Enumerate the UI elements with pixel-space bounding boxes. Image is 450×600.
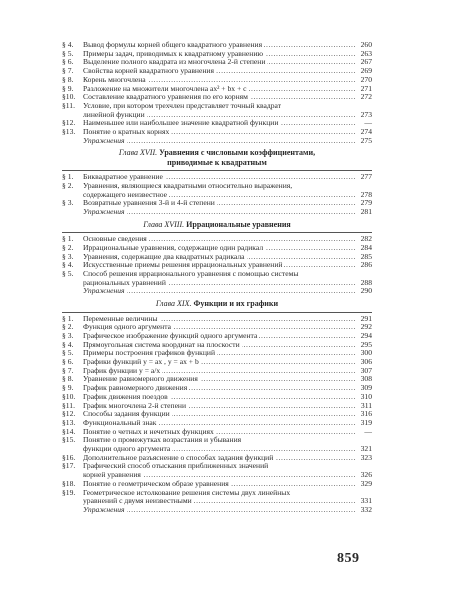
toc-entry-title-wrap	[83, 315, 356, 324]
toc-entry	[62, 67, 372, 76]
toc-entry-title-wrap	[83, 173, 356, 182]
toc-entry-number: §13.	[62, 127, 76, 137]
toc-entry-title-wrap	[83, 58, 356, 67]
toc-entry-page: 281	[356, 208, 372, 217]
toc-entry	[62, 208, 372, 217]
toc-entry	[62, 261, 372, 270]
toc-entry-page: 288	[356, 279, 372, 288]
toc-entry-page: 273	[356, 111, 372, 120]
toc-entry-title: Способ решения иррационального уравнения с помощью системы	[83, 269, 299, 278]
chapter-18-title: Иррациональные уравнения	[186, 219, 291, 229]
toc-entry	[62, 173, 372, 182]
toc-entry-title: Графики функций y = ax , y = ax + b	[83, 358, 199, 367]
exercises-label: Упражнения	[83, 287, 125, 296]
toc-entry-number: §14.	[62, 426, 76, 436]
toc-entry-title-wrap	[83, 428, 356, 437]
toc-entry-number: § 1.	[62, 172, 74, 182]
toc-entry	[62, 287, 372, 296]
toc-entry-number: § 3.	[62, 251, 74, 261]
toc-entry-title-wrap	[83, 358, 356, 367]
toc-entry-title: Геометрическое истолкование решения системы двух линейных	[83, 488, 291, 497]
toc-entry-page: 272	[356, 93, 372, 102]
toc-entry-title: Свойства корней квадратного уравнения	[83, 67, 214, 76]
chapter-19-label: Глава XIX.	[155, 299, 192, 309]
toc-entry-number: § 9.	[62, 383, 74, 393]
toc-section-c	[62, 235, 372, 296]
toc-entry	[62, 85, 372, 94]
toc-entry-page: 292	[356, 323, 372, 332]
toc-section-d	[62, 315, 372, 515]
toc-entry-page: 307	[356, 367, 372, 376]
toc-entry-number: § 8.	[62, 74, 74, 84]
toc-entry-title: Наименьшее или наибольшее значение квадратной функции	[83, 119, 279, 128]
toc-entry-page: —	[356, 119, 372, 128]
toc-entry-title-wrap	[83, 454, 356, 463]
toc-entry-title: График функции y = a/x	[83, 366, 161, 375]
toc-entry-number: § 7.	[62, 365, 74, 375]
toc-entry-page: 284	[356, 244, 372, 253]
toc-entry-title: Прямоугольная система координат на плоскости	[83, 340, 240, 349]
toc-entry-title: Искусственные приемы решения иррациональных уравнений	[83, 261, 283, 270]
toc-entry-title-line2: корней уравнения	[83, 470, 141, 480]
toc-entry-page: 279	[356, 199, 372, 208]
toc-entry-page: 311	[356, 402, 372, 411]
toc-entry-page: 308	[356, 375, 372, 384]
toc-entry-title-wrap	[83, 253, 356, 262]
toc-entry-number: § 6.	[62, 57, 74, 67]
toc-entry-title: Уравнения, являющиеся квадратными относительно выражения,	[83, 181, 293, 190]
toc-entry	[62, 489, 372, 506]
chapter-divider	[62, 232, 372, 233]
toc-entry-title-wrap	[83, 41, 356, 50]
toc-entry-title: Вывод формулы корней общего квадратного уравнения	[83, 41, 263, 49]
toc-entry-page: 277	[356, 173, 372, 182]
toc-entry	[62, 341, 372, 350]
toc-entry-page: 332	[356, 506, 372, 515]
toc-entry-page: 309	[356, 384, 372, 393]
toc-entry	[62, 428, 372, 437]
toc-entry-title: Возвратные уравнения 3-й и 4-й степени	[83, 199, 215, 208]
toc-entry-number: § 3.	[62, 198, 74, 208]
toc-entry-title-wrap	[83, 349, 356, 358]
toc-entry-page: 275	[356, 137, 372, 146]
toc-entry-title-wrap	[83, 67, 356, 76]
toc-entry-page: 286	[356, 261, 372, 270]
exercises-label: Упражнения	[83, 208, 125, 217]
toc-entry	[62, 480, 372, 489]
toc-entry-number: § 5.	[62, 348, 74, 358]
chapter-divider	[62, 170, 372, 171]
toc-entry-page: 290	[356, 287, 372, 296]
toc-entry-title-wrap	[83, 375, 356, 384]
toc-entry	[62, 137, 372, 146]
toc-entry-number: § 8.	[62, 374, 74, 384]
toc-entry-title: График многочлена 2-й степени	[83, 401, 187, 410]
toc-entry-title-wrap	[83, 85, 356, 94]
toc-entry	[62, 235, 372, 244]
toc-entry-title-wrap	[83, 244, 356, 253]
chapter-19-heading	[62, 299, 372, 308]
toc-entry-title: Переменные величины	[83, 314, 158, 323]
toc-entry	[62, 349, 372, 358]
toc-entry-title-wrap	[83, 93, 356, 102]
chapter-17-title-line2: приводимые к квадратным	[167, 157, 267, 167]
toc-entry-number: § 5.	[62, 48, 74, 58]
toc-entry-title-wrap	[83, 128, 356, 137]
toc-entry-number: §11.	[62, 100, 76, 110]
toc-entry-title-wrap	[83, 506, 356, 515]
toc-entry-title: Понятие о промежутках возрастания и убывания	[83, 436, 242, 445]
toc-section-b	[62, 173, 372, 217]
toc-entry-number: §18.	[62, 478, 76, 488]
toc-entry-title: Биквадратное уравнение	[83, 173, 163, 182]
chapter-19-title: Функции и их графики	[193, 299, 279, 309]
toc-entry-title-wrap	[83, 384, 356, 393]
toc-entry	[62, 315, 372, 324]
toc-entry-title: Составление квадратного уравнения по его корням	[83, 93, 248, 102]
toc-entry-page: 291	[356, 315, 372, 324]
toc-entry	[62, 332, 372, 341]
toc-entry-title: Уравнение равномерного движения	[83, 375, 198, 384]
toc-entry-page: 321	[356, 445, 372, 454]
toc-entry-number: § 2.	[62, 180, 74, 190]
toc-entry-page: 326	[356, 471, 372, 480]
toc-entry-title-wrap	[83, 402, 356, 411]
toc-entry-title: Функциональный знак	[83, 418, 157, 427]
toc-entry-title-line2: функции одного аргумента	[83, 444, 171, 454]
toc-entry	[62, 419, 372, 428]
chapter-17-heading	[62, 148, 372, 167]
toc-entry	[62, 119, 372, 128]
toc-entry	[62, 393, 372, 402]
toc-entry-page: 263	[356, 50, 372, 59]
toc-entry	[62, 244, 372, 253]
toc-entry	[62, 76, 372, 85]
toc-entry	[62, 93, 372, 102]
toc-entry-title-wrap	[83, 287, 356, 296]
toc-entry-title: Основные сведения	[83, 235, 147, 244]
toc-entry-page: 274	[356, 128, 372, 137]
toc-entry-title: Корень многочлена	[83, 75, 146, 84]
toc-entry	[62, 436, 372, 453]
toc-entry-title: Примеры задач, приводимых к квадратному уравнению	[83, 49, 264, 58]
toc-entry	[62, 367, 372, 376]
toc-entry-page: 282	[356, 235, 372, 244]
chapter-17-label: Глава XVII.	[118, 148, 158, 158]
toc-entry-number: § 9.	[62, 83, 74, 93]
toc-entry-page: 260	[356, 41, 372, 50]
toc-entry	[62, 454, 372, 463]
toc-entry-title: Примеры построения графиков функций	[83, 349, 216, 358]
toc-entry-number: §10.	[62, 391, 76, 401]
toc-entry-number: §17.	[62, 461, 76, 471]
toc-entry-page: 319	[356, 419, 372, 428]
toc-entry-title: Понятие о четных и нечетных функциях	[83, 427, 214, 436]
toc-entry-title-wrap	[83, 489, 356, 506]
toc-entry-page: 269	[356, 67, 372, 76]
toc-entry-number: § 7.	[62, 66, 74, 76]
toc-entry-title: График равномерного движения	[83, 384, 188, 393]
toc-entry-number: §12.	[62, 118, 76, 128]
toc-entry	[62, 410, 372, 419]
toc-entry-number: §13.	[62, 417, 76, 427]
toc-entry-number: § 1.	[62, 313, 74, 323]
toc-entry-page: 295	[356, 341, 372, 350]
toc-entry-number: § 2.	[62, 242, 74, 252]
toc-entry-page: 300	[356, 349, 372, 358]
toc-entry-title-wrap	[83, 480, 356, 489]
toc-entry-title-wrap	[83, 323, 356, 332]
toc-entry-title-wrap	[83, 261, 356, 270]
toc-entry-page: 294	[356, 332, 372, 341]
page-number: 859	[337, 551, 360, 566]
toc-entry-title-wrap	[83, 119, 356, 128]
toc-entry-page: 267	[356, 58, 372, 67]
chapter-divider	[62, 312, 372, 313]
toc-entry-number: § 6.	[62, 357, 74, 367]
toc-entry-number: § 4.	[62, 40, 74, 49]
toc-entry	[62, 270, 372, 287]
toc-entry-title-wrap	[83, 462, 356, 479]
table-of-contents	[62, 41, 372, 515]
toc-entry	[62, 506, 372, 515]
exercises-label: Упражнения	[83, 136, 125, 145]
toc-entry-title-wrap	[83, 50, 356, 59]
toc-entry-number: § 5.	[62, 268, 74, 278]
toc-entry-title-wrap	[83, 367, 356, 376]
toc-entry-number: § 2.	[62, 322, 74, 332]
toc-entry-title: График движения поездов	[83, 392, 168, 401]
toc-entry-title: Дополнительное разъяснение о способах задания функций	[83, 453, 274, 462]
toc-entry	[62, 402, 372, 411]
toc-entry	[62, 50, 372, 59]
toc-entry	[62, 358, 372, 367]
toc-entry-title-wrap	[83, 182, 356, 199]
toc-entry-title-wrap	[83, 235, 356, 244]
toc-entry-title-wrap	[83, 436, 356, 453]
toc-entry-title: Способы задания функции	[83, 410, 170, 419]
toc-entry-title: Иррациональные уравнения, содержащие один радикал	[83, 243, 264, 252]
toc-entry	[62, 375, 372, 384]
toc-entry-page: 306	[356, 358, 372, 367]
toc-entry-title-wrap	[83, 137, 356, 146]
toc-entry-page: 323	[356, 454, 372, 463]
toc-entry-title-wrap	[83, 410, 356, 419]
toc-entry	[62, 102, 372, 119]
toc-entry-page: 270	[356, 76, 372, 85]
toc-entry-title-wrap	[83, 332, 356, 341]
toc-entry-title: Разложение на множители многочлена ax² + bx + c	[83, 84, 247, 93]
toc-entry-title: Условие, при котором трехчлен представляет точный квадрат	[83, 101, 282, 110]
toc-entry-number: §10.	[62, 92, 76, 102]
chapter-18-label: Глава XVIII.	[143, 219, 185, 229]
toc-entry-page: —	[356, 428, 372, 437]
toc-entry	[62, 199, 372, 208]
toc-entry-title-wrap	[83, 419, 356, 428]
toc-entry-page: 310	[356, 393, 372, 402]
toc-entry-title-wrap	[83, 393, 356, 402]
toc-entry-page: 329	[356, 480, 372, 489]
toc-entry-page: 271	[356, 85, 372, 94]
toc-entry-title: Понятие о кратных корнях	[83, 128, 170, 137]
toc-section-a	[62, 41, 372, 145]
toc-entry-title: Понятие о геометрическом образе уравнения	[83, 479, 229, 488]
exercises-label: Упражнения	[83, 505, 125, 514]
toc-entry-number: §12.	[62, 409, 76, 419]
chapter-17-title: Уравнения с числовыми коэффициентами,	[159, 148, 316, 158]
toc-entry-title-wrap	[83, 270, 356, 287]
toc-entry	[62, 41, 372, 50]
toc-entry-title-line2: уравнений с двумя неизвестными	[83, 496, 192, 506]
toc-entry	[62, 128, 372, 137]
toc-entry-number: § 1.	[62, 234, 74, 244]
toc-entry-number: §19.	[62, 487, 76, 497]
chapter-18-heading	[62, 220, 372, 229]
toc-entry	[62, 182, 372, 199]
toc-entry-number: § 4.	[62, 339, 74, 349]
toc-entry-page: 278	[356, 191, 372, 200]
toc-entry-title-wrap	[83, 208, 356, 217]
toc-entry-page: 316	[356, 410, 372, 419]
toc-entry-title-wrap	[83, 76, 356, 85]
toc-entry-number: §16.	[62, 452, 76, 462]
toc-entry-number: § 4.	[62, 260, 74, 270]
toc-entry	[62, 58, 372, 67]
toc-entry-title-line2: рациональных уравнений	[83, 277, 166, 287]
toc-entry	[62, 384, 372, 393]
toc-entry-title-wrap	[83, 102, 356, 119]
toc-entry-title-line2: содержащего неизвестное	[83, 189, 168, 199]
toc-entry-title: Функция одного аргумента	[83, 323, 171, 332]
toc-entry-number: §11.	[62, 400, 76, 410]
toc-entry-page: 285	[356, 253, 372, 262]
toc-entry-title-wrap	[83, 341, 356, 350]
toc-entry-title-wrap	[83, 199, 356, 208]
toc-entry-number: §15.	[62, 435, 76, 445]
toc-entry	[62, 253, 372, 262]
toc-entry-title-line2: линейной функции	[83, 109, 145, 119]
toc-entry	[62, 323, 372, 332]
toc-entry-page: 331	[356, 497, 372, 506]
toc-entry-title: Уравнения, содержащие два квадратных радикала	[83, 252, 245, 261]
toc-entry-title: Выделение полного квадрата из многочлена 2-й степени	[83, 58, 266, 67]
toc-entry-title: Графическое изображение функций одного аргумента	[83, 331, 258, 340]
toc-entry-title: Графический способ отыскания приближенных значений	[83, 462, 269, 471]
toc-entry	[62, 462, 372, 479]
toc-entry-number: § 3.	[62, 330, 74, 340]
